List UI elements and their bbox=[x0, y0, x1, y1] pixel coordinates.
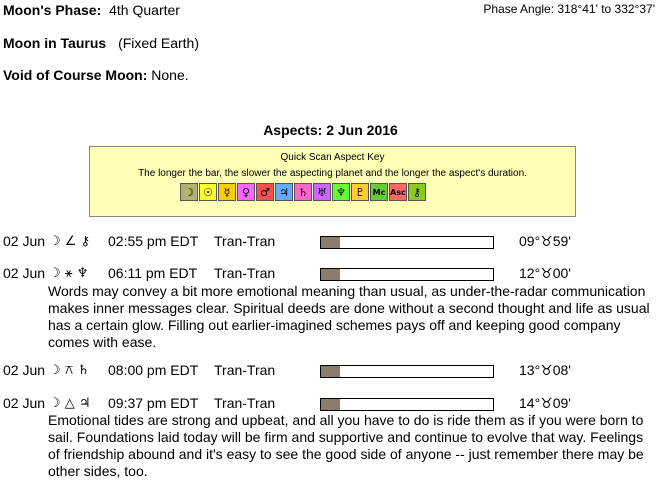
moon-sign-label: Moon in Taurus bbox=[3, 35, 107, 51]
aspect-key-glyph-row bbox=[180, 183, 427, 201]
aspect-key-title: Quick Scan Aspect Key bbox=[280, 152, 385, 163]
key-pluto-icon: ♇ bbox=[351, 183, 369, 201]
void-value: None. bbox=[151, 67, 189, 83]
aspect-glyphs: ☽ △ ♃ bbox=[49, 396, 91, 411]
void-label: Void of Course Moon: bbox=[3, 67, 148, 83]
aspect-position: 12°♉00' bbox=[519, 265, 571, 281]
key-venus-icon: ♀ bbox=[237, 183, 255, 201]
key-sun-icon: ☉ bbox=[199, 183, 217, 201]
aspect-duration-fill bbox=[321, 237, 340, 248]
aspects-title: Aspects: 2 Jun 2016 bbox=[263, 122, 398, 138]
moon-sign bbox=[3, 35, 199, 51]
aspect-date: 02 Jun bbox=[3, 265, 46, 281]
aspect-duration-bar bbox=[320, 236, 494, 249]
aspect-date: 02 Jun bbox=[3, 395, 46, 411]
aspect-date: 02 Jun bbox=[3, 233, 46, 249]
aspect-time: 06:11 pm EDT bbox=[108, 265, 198, 281]
aspect-time: 08:00 pm EDT bbox=[108, 362, 199, 378]
key-saturn-icon: ♄ bbox=[294, 183, 312, 201]
aspect-glyphs: ☽ ∠ ⚷ bbox=[49, 234, 91, 249]
key-midheaven-icon: Mc bbox=[370, 183, 388, 201]
aspect-time: 09:37 pm EDT bbox=[108, 395, 199, 411]
aspect-duration-fill bbox=[321, 269, 340, 280]
key-jupiter-icon: ♃ bbox=[275, 183, 293, 201]
aspect-description: Words may convey a bit more emotional meaning than usual, as under-the-radar communication makes inner messages clear. Spiritual deeds are done without a second thought and life as usual has a certain glow. Filling out earlier-imagined schemes pays off and keeping good company comes with ease. bbox=[48, 283, 650, 350]
aspect-description: Emotional tides are strong and upbeat, and all you have to do is ride them as if you were born to sail. Foundations laid today will be firm and supportive and continue to evolve that way. Feelings of friendship abound and it's easy to see the good side of anyone -- just remember there may be other sides, too. bbox=[48, 412, 644, 479]
aspect-type: Tran-Tran bbox=[214, 265, 276, 281]
aspect-type: Tran-Tran bbox=[214, 362, 276, 378]
aspect-position: 09°♉59' bbox=[519, 233, 571, 249]
moon-sign-note: (Fixed Earth) bbox=[118, 35, 199, 51]
aspect-duration-bar bbox=[320, 268, 494, 281]
aspect-position: 14°♉09' bbox=[519, 395, 571, 411]
moon-phase-label: Moon's Phase: bbox=[3, 2, 102, 18]
aspect-glyphs: ☽ ⚻ ♄ bbox=[49, 363, 90, 378]
aspect-time: 02:55 pm EDT bbox=[108, 233, 199, 249]
aspect-key-box bbox=[89, 146, 576, 217]
phase-angle: Phase Angle: 318°41' to 332°37' bbox=[483, 2, 655, 16]
moon-phase-value: 4th Quarter bbox=[109, 2, 180, 18]
key-uranus-icon: ♅ bbox=[313, 183, 331, 201]
void-of-course bbox=[3, 67, 189, 83]
aspect-type: Tran-Tran bbox=[214, 233, 276, 249]
aspect-duration-bar bbox=[320, 365, 494, 378]
aspect-type: Tran-Tran bbox=[214, 395, 276, 411]
aspect-position: 13°♉08' bbox=[519, 362, 571, 378]
aspect-date: 02 Jun bbox=[3, 362, 46, 378]
aspect-key-description: The longer the bar, the slower the aspecting planet and the longer the aspect's duration. bbox=[138, 168, 527, 179]
aspect-duration-bar bbox=[320, 398, 494, 411]
aspect-duration-fill bbox=[321, 399, 340, 410]
moon-phase bbox=[3, 2, 180, 18]
aspect-duration-fill bbox=[321, 366, 340, 377]
key-mercury-icon: ☿ bbox=[218, 183, 236, 201]
key-neptune-icon: ♆ bbox=[332, 183, 350, 201]
key-moon-icon: ☽ bbox=[180, 183, 198, 201]
aspect-glyphs: ☽ ⚹ ♆ bbox=[49, 266, 89, 281]
key-chiron-icon: ⚷ bbox=[408, 183, 426, 201]
key-mars-icon: ♂ bbox=[256, 183, 274, 201]
key-ascendant-icon: Asc bbox=[389, 183, 407, 201]
